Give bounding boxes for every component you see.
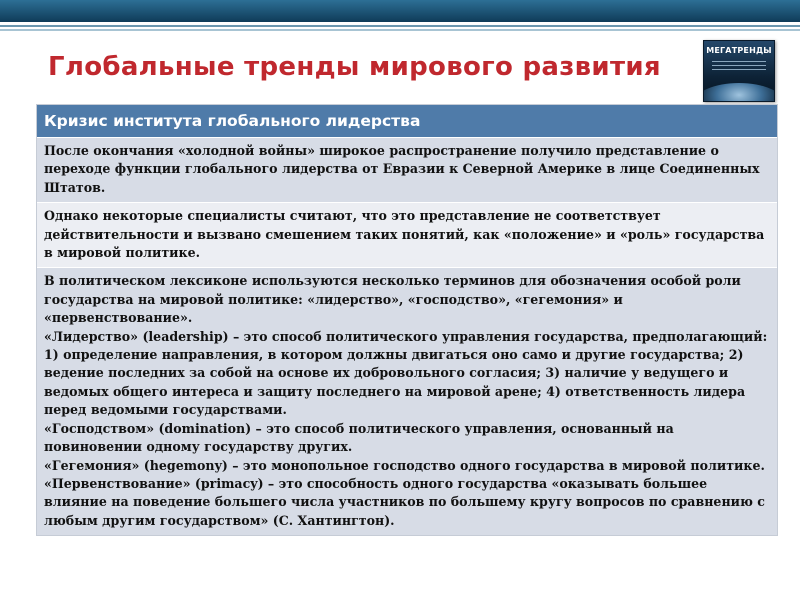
table-row [37,137,777,202]
table-row [37,267,777,535]
table-header: Кризис института глобального лидерства [37,105,777,137]
content-table [36,104,778,536]
top-decorative-stripes [0,22,800,34]
slide-title: Глобальные тренды мирового развития [48,52,661,82]
table-cell-text: «Первенствование» (primacy) – это способность одного государства «оказывать большее влияние на поведение большего числа участников по большему кругу вопросов по сравнению с любым другим государством» (С. Хантингтон). [44,475,765,528]
book-cover-lines [712,61,766,73]
table-cell-text: Однако некоторые специалисты считают, что это представление не соответствует действительности и вызвано смешением таких понятий, как «положение» и «роль» государства в мировой политике. [44,208,765,261]
book-cover-image [703,40,775,102]
table-cell-text: «Лидерство» (leadership) – это способ политического управления государства, предполагающий: 1) определение направления, в котором должны двигаться оно само и другие государства; 2) ведение последних за собой на основе их добровольного согласия; 3) наличие у ведущего и ведомых общего интереса и защиту последнего на мировой арене; 4) ответственность лидера перед ведомыми государствами. [44,328,768,418]
table-cell-text: В политическом лексиконе используются несколько терминов для обозначения особой роли государства на мировой политике: «лидерство», «господство», «гегемония» и «первенствование». [44,273,741,326]
table-cell-text: «Гегемония» (hegemony) – это монопольное господство одного государства в мировой политике. [44,457,765,473]
table-row [37,202,777,267]
planet-icon [703,83,775,102]
top-decorative-band [0,0,800,22]
book-cover-title: МЕГАТРЕНДЫ [706,46,772,55]
table-cell-text: После окончания «холодной войны» широкое распространение получило представление о переходе функции глобального лидерства от Евразии к Северной Америке в лице Соединенных Штатов. [44,143,760,195]
table-cell-text: «Господством» (domination) – это способ политического управления, основанный на повиновении одному государству других. [44,420,674,455]
